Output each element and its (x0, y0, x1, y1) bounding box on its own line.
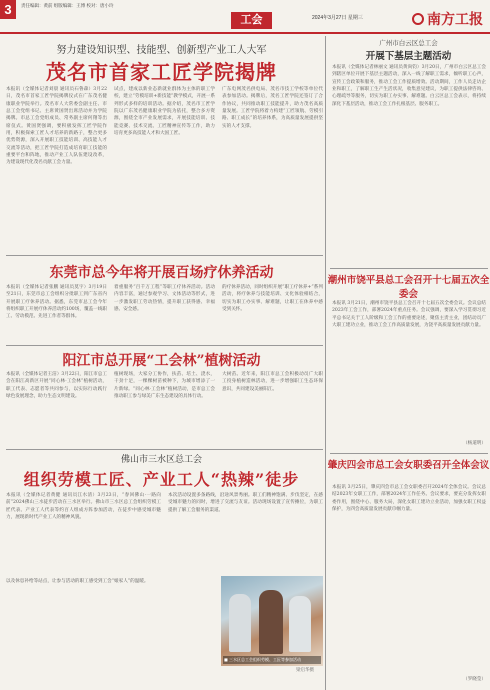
sihui-byline: （罗晓莹） (463, 677, 486, 682)
baiyun-body: 本报讯（全媒体记者林丽文 通讯员黄尚钧）3月20日，广州市白云区总工会到辖区单位开展下基层主题活动，深入一线了解职工需求，倾听职工心声，宣传工会政策和服务，推动工会工作提质增效。活动期间，工作人员走访企业和职工，了解职工生产生活状况，收集意见建议，为职工提供法律咨询、心理疏导等服务，切实为职工办实事、解难题。白云区总工会表示，将持续深化下基层活动，推动工会工作扎根基层、服务职工。 (332, 65, 486, 107)
yangjiang-col-3: 大树苗。近年来，阳江市总工会积极动员广大职工投身植树造林活动，进一步增强职工生态环保意识，共同建设美丽阳江。 (222, 372, 323, 392)
sihui-headline: 肇庆四会市总工会女职委召开全体会议 (327, 460, 490, 471)
dongguan-col-2: 着重服务“百千万工程”等职工疗休养活动。活动内容丰富，通过参观学习、文体活动等形式，进一步激发职工劳动热情，提升职工获得感、幸福感、安全感。 (114, 285, 215, 313)
column-divider (325, 36, 326, 690)
yangjiang-body (6, 371, 323, 445)
dongguan-headline: 东莞市总今年将开展百场疗休养活动 (49, 265, 274, 281)
divider (6, 345, 323, 346)
raoping-body: 本报讯 3月21日，潮州市饶平县总工会召开十七届五次全委会议。会议总结2023年工会工作，部署2024年重点任务。会议强调，要深入学习贯彻习近平总书记关于工人阶级和工会工作的重要论述，聚焦主责主业，团结动员广大职工建功立业，推动工会工作高质量发展，为饶平高质量发展贡献力量。 (332, 301, 486, 329)
page-header (0, 0, 490, 34)
yangjiang-col-1: 本报讯（全媒体记者王洁）3月22日，阳江市总工会在阳江高新区开展“同心林·工会林”植树活动，职工代表、志愿者等共同参与，以实际行动践行绿色发展理念，助力生态文明建设。 (6, 372, 107, 400)
editor-credits: 责任编辑：黄前 组版编辑：王博 校对：唐小玲 (21, 3, 114, 8)
photo-caption: ■ 三水区总工会组织劳模、工匠等参加活动 (223, 656, 321, 664)
baiyun-headline: 开展下基层主题活动 (365, 51, 452, 62)
foshan-col-2: 本次活动设置多条路线，沿途风景秀丽。职工们精神饱满、步伐坚定，在感受城市魅力的同时，增进了交流与友谊。活动现场设置了宣传摊位，为职工提供了解工会服务的渠道。 (168, 493, 323, 513)
hiking-photo (221, 576, 323, 666)
raoping-headline: 潮州市饶平县总工会召开十七届五次全委会 (327, 275, 490, 300)
divider (330, 453, 488, 454)
lead-col-3: 广东电网茂名供电局、茂名市技工学校等单位代表参加活动。揭牌后，茂名工匠学院还签订了合作协议，共同推动职工技能提升，助力茂名高质量发展。工匠学院将着力构建“工匠领航、劳模引路、职工成长”的培养体系，为高质量发展提供坚实的人才支撑。 (222, 87, 323, 129)
raoping-byline: （杨道明） (463, 441, 486, 446)
foshan-body-bottom (6, 578, 216, 688)
lead-col-1: 本报讯（全媒体记者刘晨 通讯员石鲁森）3月22日，茂名市首家工匠学院揭牌仪式在广东茂名健康职业学院举行。茂名市人大常委会副主任、市总工会党组书记、主席黄国贤出席活动并为学院揭牌。市总工会党组成员、常务副主席何翔等出席仪式。黄国贤强调，要积极发挥工匠学院作用，积极探索工匠人才培养的新路子，整合更多优势资源，深入开展职工技能培训、高技能人才交流等活动，把工匠学院打造成培育职工技能的重要平台和阵地，推动产业工人队伍建设改革，为建设现代化茂名贡献工会力量。 (6, 87, 107, 166)
photo-credit: 梁启华摄 (296, 668, 314, 673)
issue-date: 2024年3月27日 星期三 (312, 15, 363, 21)
foshan-headline: 组织劳模工匠、产业工人“热辣”徒步 (23, 470, 300, 489)
newspaper-logo: 南方工报 (412, 9, 488, 29)
section-label: 工会 (231, 12, 272, 29)
sihui-body: 本报讯 3月25日，肇庆四会市总工会女职委召开2024年全体会议。会议总结2023年女职工工作，部署2024年工作任务。会议要求，要充分发挥女职委作用，围绕中心、服务大局，深化女职工建功立业活动，加强女职工权益保护，为四会高质量发展贡献巾帼力量。 (332, 485, 486, 513)
yangjiang-headline: 阳江市总开展“工会林”植树活动 (62, 353, 261, 369)
page-number: 3 (0, 0, 16, 19)
logo-mark-icon (412, 13, 424, 25)
baiyun-kicker: 广州市白云区总工会 (379, 39, 438, 47)
foshan-col-1: 本报讯（全媒体记者黄健 通讯员江水清）3月23日，“春回佛山·一路向前”2024佛山三水徒步活动在三水区举行。佛山市三水区总工会组织劳模工匠代表、产业工人代表等约百人组成方阵参加活动，在徒步中感受城市魅力，展现新时代产业工人的精神风貌。 (6, 493, 161, 521)
divider (6, 255, 323, 256)
lead-headline: 茂名市首家工匠学院揭牌 (46, 60, 277, 84)
lead-kicker: 努力建设知识型、技能型、创新型产业工人大军 (56, 45, 267, 56)
lead-body (6, 86, 323, 252)
dongguan-body (6, 284, 323, 342)
dongguan-col-3: 的疗休养活动，同时组织开展“职工疗休养+”系列活动，将疗休养与技能培训、文化体验相结合，切实为职工办实事、解难题，让职工在休养中感受到关怀。 (222, 285, 323, 313)
divider (6, 449, 323, 450)
foshan-col-3: 以及休息补给等站点，让参与活动的职工感受到工会“娘家人”的温暖。 (6, 579, 149, 584)
foshan-kicker: 佛山市三水区总工会 (120, 455, 202, 465)
foshan-body-top (6, 492, 323, 574)
lead-col-2: 试点，建成以新业态新就业群体为主体的职工学校，建立“劳模培训+新技能”教学模式，开展一系列形式多样的培训活动。据介绍，茂名市工匠学院以广东茂名健康职业学院为依托，整合多方资源，围绕全市产业发展需求，开展技能培训、技能竞赛、技术交流、工匠精神宣传等工作，助力培育更多高技能人才和大国工匠。 (114, 87, 215, 137)
dongguan-col-1: 本报讯（全媒体记者张鹏 通讯员莫宇）3月19日至21日，东莞市总工会组织分批职工到广东省内开展职工疗休养活动。据悉，东莞市总工会今年将组织职工开展疗休养活动约100场，覆盖一线职工、劳动模范、先进工作者等群体。 (6, 285, 107, 320)
divider (330, 268, 488, 269)
yangjiang-col-2: 植树现场，大家分工协作，扶苗、培土、浇水，干劲十足，一棵棵树苗被种下，为城市增添了一片新绿。“同心林·工会林”植树活动，是市总工会推动职工参与绿美广东生态建设的具体行动。 (114, 372, 215, 400)
